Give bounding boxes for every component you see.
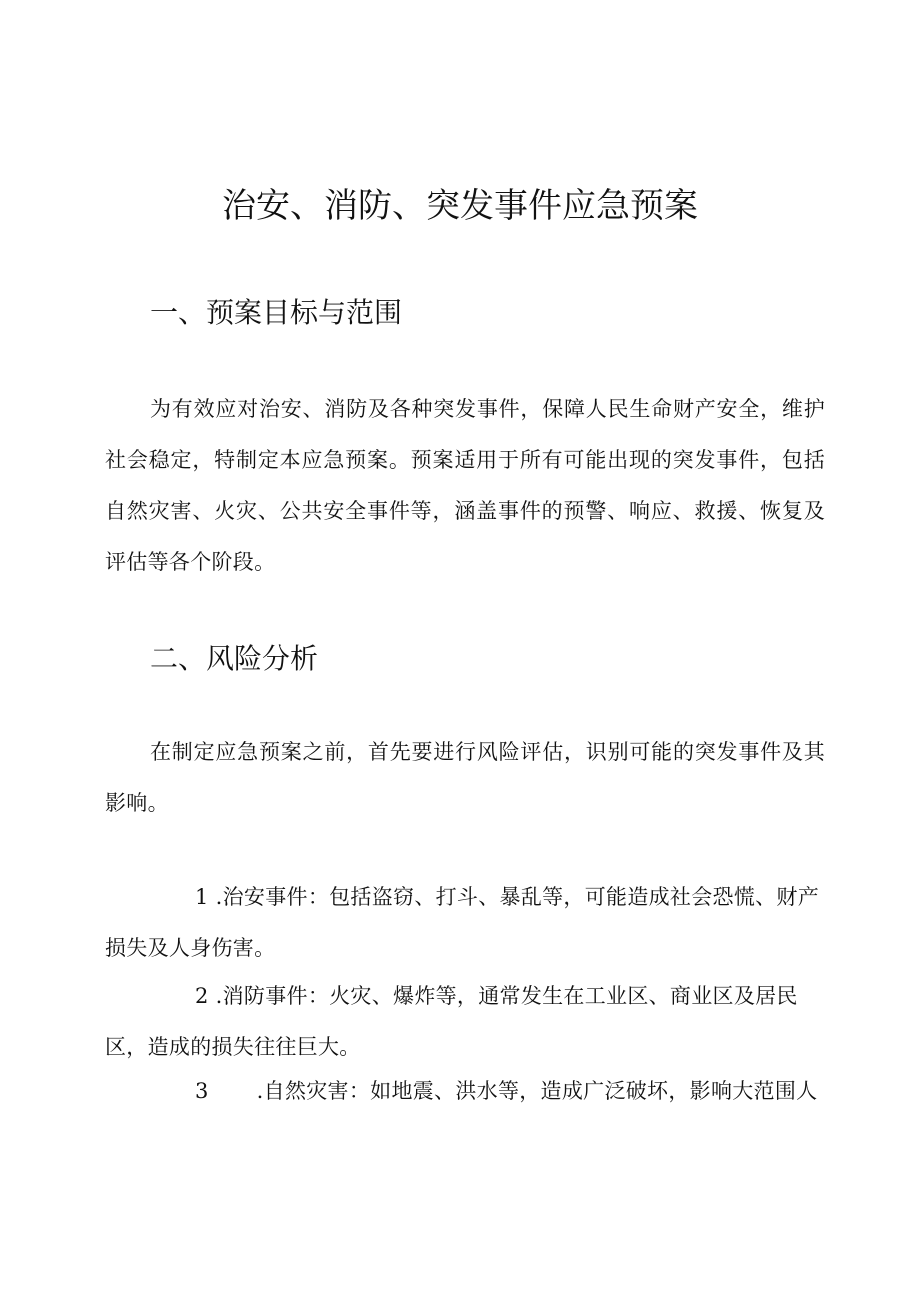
list-item-public-security <box>105 872 825 974</box>
list-item-number: 2 <box>195 984 209 1008</box>
section-heading-goals-scope: 一、预案目标与范围 <box>150 296 403 329</box>
list-item-natural-disaster <box>105 1066 825 1117</box>
list-item-number: 1 <box>195 885 209 909</box>
list-item-text: .自然灾害：如地震、洪水等，造成广泛破坏，影响大范围人 <box>256 1079 818 1103</box>
section-2-paragraph: 在制定应急预案之前，首先要进行风险评估，识别可能的突发事件及其影响。 <box>105 740 825 815</box>
list-item-number: 3 <box>195 1079 209 1103</box>
list-item-text: .治安事件：包括盗窃、打斗、暴乱等，可能造成社会恐慌、财产损失及人身伤害。 <box>105 885 820 960</box>
section-heading-risk-analysis: 二、风险分析 <box>150 642 319 675</box>
list-item-fire <box>105 971 825 1073</box>
document-title: 治安、消防、突发事件应急预案 <box>222 186 698 226</box>
list-item-text: .消防事件：火灾、爆炸等，通常发生在工业区、商业区及居民区，造成的损失往往巨大。 <box>105 984 798 1059</box>
section-1-paragraph: 为有效应对治安、消防及各种突发事件，保障人民生命财产安全，维护社会稳定，特制定本应急预案。预案适用于所有可能出现的突发事件，包括自然灾害、火灾、公共安全事件等，涵盖事件的预警、响应、救援、恢复及评估等各个阶段。 <box>105 397 825 574</box>
